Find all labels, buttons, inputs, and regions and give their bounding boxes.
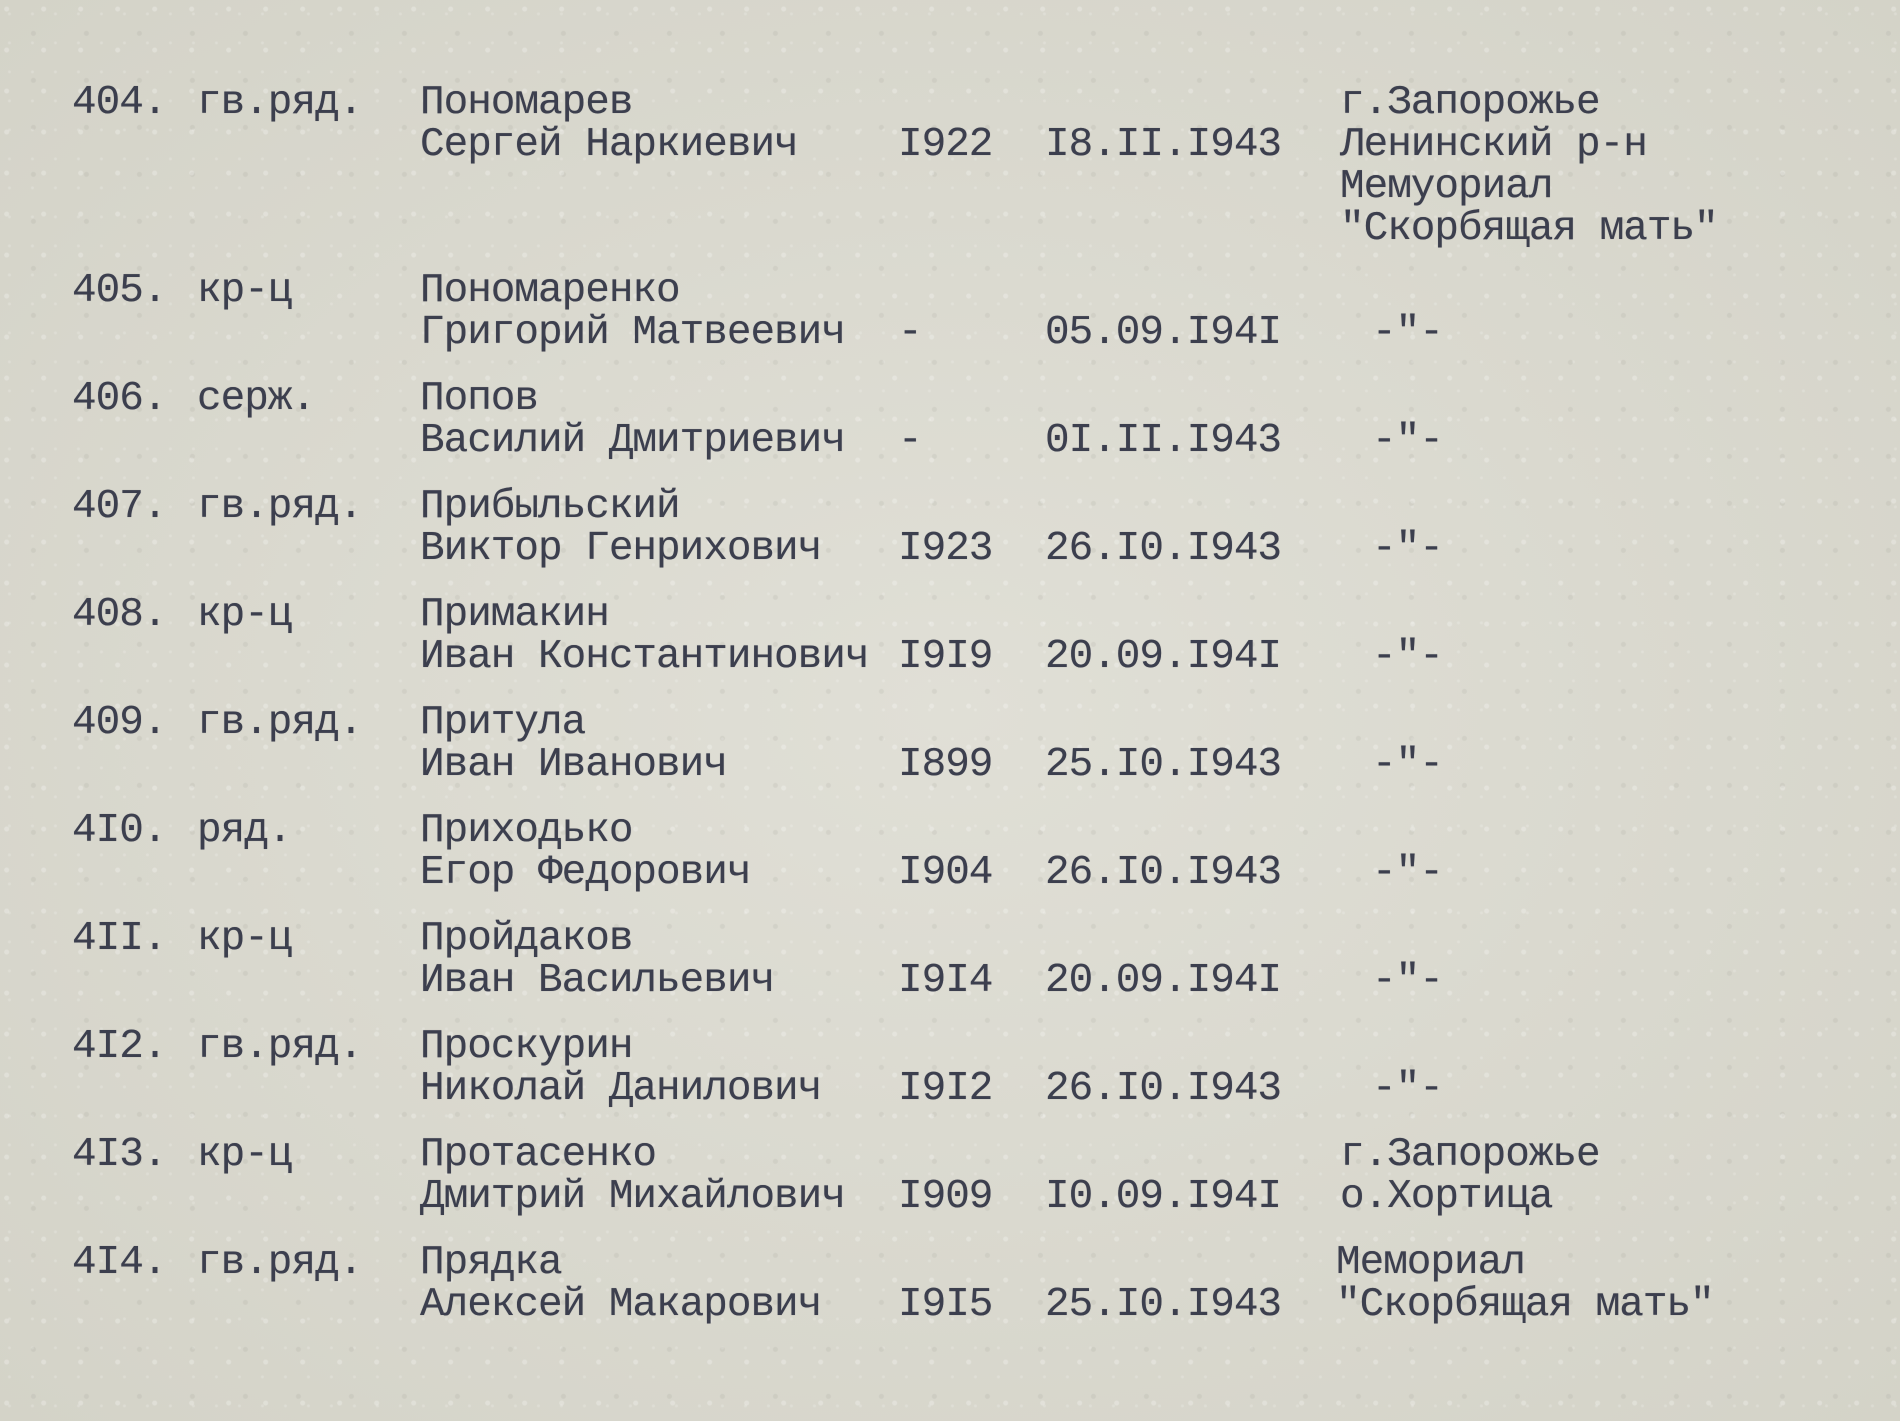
record-number: 409. [72, 700, 167, 746]
record-burial-place-line: г.Запорожье [1340, 80, 1600, 126]
record-burial-place-line: -"- [1372, 958, 1443, 1004]
record-surname: Проскурин [420, 1024, 633, 1070]
record-birth-year: I9I9 [898, 634, 993, 680]
record-surname: Попов [420, 376, 539, 422]
record-entry [0, 810, 1900, 910]
record-surname: Пономарев [420, 80, 633, 126]
record-rank: гв.ряд. [197, 1240, 363, 1286]
record-birth-year: I904 [898, 850, 993, 896]
record-rank: кр-ц [197, 268, 292, 314]
record-birth-year: I9I2 [898, 1066, 993, 1112]
record-entry [0, 1242, 1900, 1342]
record-death-date: 26.I0.I943 [1045, 850, 1282, 896]
record-death-date: I0.09.I94I [1045, 1174, 1282, 1220]
record-given-name: Николай Данилович [420, 1066, 822, 1112]
record-burial-place-line: Ленинский р-н [1340, 122, 1647, 168]
record-death-date: 26.I0.I943 [1045, 1066, 1282, 1112]
record-rank: ряд. [197, 808, 292, 854]
record-entry [0, 378, 1900, 478]
record-death-date: 25.I0.I943 [1045, 742, 1282, 788]
record-surname: Примакин [420, 592, 609, 638]
record-birth-year: I909 [898, 1174, 993, 1220]
record-number: 405. [72, 268, 167, 314]
record-rank: гв.ряд. [197, 80, 363, 126]
record-death-date: 26.I0.I943 [1045, 526, 1282, 572]
record-death-date: 25.I0.I943 [1045, 1282, 1282, 1328]
record-entry [0, 702, 1900, 802]
record-rank: гв.ряд. [197, 484, 363, 530]
record-number: 4I0. [72, 808, 167, 854]
record-given-name: Василий Дмитриевич [420, 418, 845, 464]
record-entry [0, 270, 1900, 370]
record-entry [0, 486, 1900, 586]
record-burial-place-line: -"- [1372, 634, 1443, 680]
record-birth-year: I9I5 [898, 1282, 993, 1328]
record-entry [0, 80, 1900, 252]
record-birth-year: I899 [898, 742, 993, 788]
record-surname: Прибыльский [420, 484, 680, 530]
record-rank: кр-ц [197, 592, 292, 638]
record-birth-year: - [898, 418, 922, 464]
record-number: 4II. [72, 916, 167, 962]
record-burial-place-line: г.Запорожье [1340, 1132, 1600, 1178]
record-birth-year: I922 [898, 122, 993, 168]
record-given-name: Алексей Макарович [420, 1282, 822, 1328]
record-entry [0, 1134, 1900, 1234]
record-burial-place-line: -"- [1372, 1066, 1443, 1112]
record-given-name: Иван Васильевич [420, 958, 775, 1004]
record-given-name: Иван Константинович [420, 634, 869, 680]
record-given-name: Виктор Генрихович [420, 526, 822, 572]
record-death-date: 0I.II.I943 [1045, 418, 1282, 464]
record-rank: гв.ряд. [197, 700, 363, 746]
record-surname: Пономаренко [420, 268, 680, 314]
record-birth-year: - [898, 310, 922, 356]
record-number: 4I3. [72, 1132, 167, 1178]
record-death-date: I8.II.I943 [1045, 122, 1282, 168]
record-given-name: Иван Иванович [420, 742, 727, 788]
record-burial-place-line: -"- [1372, 742, 1443, 788]
record-number: 406. [72, 376, 167, 422]
record-number: 4I2. [72, 1024, 167, 1070]
record-burial-place-line: Мемориал [1336, 1240, 1525, 1286]
record-surname: Пройдаков [420, 916, 633, 962]
record-burial-place-line: "Скорбящая мать" [1340, 206, 1718, 252]
record-birth-year: I923 [898, 526, 993, 572]
record-burial-place-line: -"- [1372, 418, 1443, 464]
record-burial-place-line: Мемуориал [1340, 164, 1553, 210]
record-burial-place-line: "Скорбящая мать" [1336, 1282, 1714, 1328]
record-rank: кр-ц [197, 1132, 292, 1178]
record-burial-place-line: -"- [1372, 850, 1443, 896]
record-rank: гв.ряд. [197, 1024, 363, 1070]
record-number: 404. [72, 80, 167, 126]
record-burial-place-line: -"- [1372, 310, 1443, 356]
record-surname: Притула [420, 700, 586, 746]
record-entry [0, 1026, 1900, 1126]
record-burial-place-line: о.Хортица [1340, 1174, 1553, 1220]
record-number: 408. [72, 592, 167, 638]
record-given-name: Сергей Наркиевич [420, 122, 798, 168]
record-number: 4I4. [72, 1240, 167, 1286]
record-entry [0, 594, 1900, 694]
record-given-name: Дмитрий Михайлович [420, 1174, 845, 1220]
record-number: 407. [72, 484, 167, 530]
record-given-name: Григорий Матвеевич [420, 310, 845, 356]
record-birth-year: I9I4 [898, 958, 993, 1004]
record-surname: Прядка [420, 1240, 562, 1286]
record-rank: кр-ц [197, 916, 292, 962]
record-death-date: 05.09.I94I [1045, 310, 1282, 356]
record-burial-place-line: -"- [1372, 526, 1443, 572]
record-rank: серж. [197, 376, 316, 422]
record-given-name: Егор Федорович [420, 850, 751, 896]
record-surname: Протасенко [420, 1132, 657, 1178]
record-death-date: 20.09.I94I [1045, 634, 1282, 680]
record-entry [0, 918, 1900, 1018]
record-surname: Приходько [420, 808, 633, 854]
record-death-date: 20.09.I94I [1045, 958, 1282, 1004]
